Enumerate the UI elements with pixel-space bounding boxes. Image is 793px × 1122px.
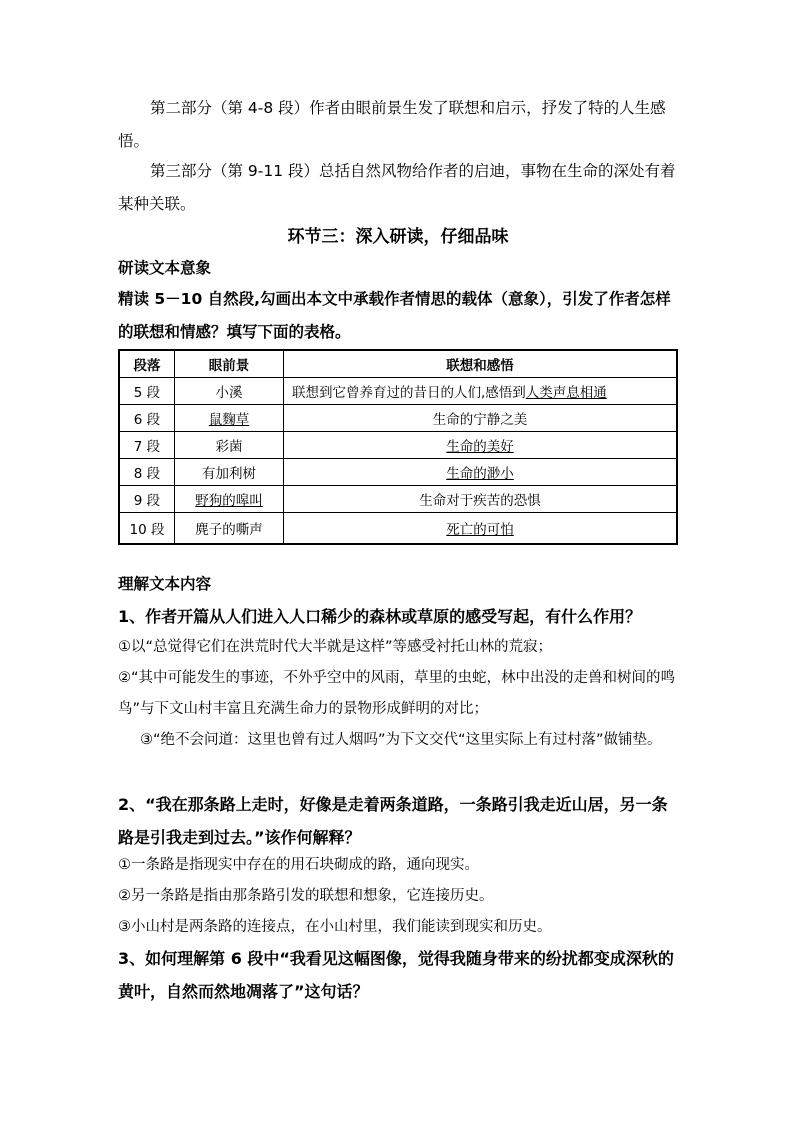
cell-paragraph: 7 段 [119,432,175,459]
cell-feeling [284,432,678,459]
cell-scene: 彩菌 [175,432,284,459]
table-row [119,378,677,405]
cell-feeling [284,513,678,545]
header-feeling: 联想和感悟 [284,350,678,378]
feeling-underlined: 人类声息相通 [525,385,607,401]
answer-1-1: ①以“总觉得它们在洪荒时代大半就是这样”等感受衬托山林的荒寂； [118,639,553,655]
cell-scene [175,405,284,432]
scene-underlined: 野狗的嗥叫 [195,493,263,509]
cell-feeling: 生命对于疾苦的恐惧 [284,486,678,513]
cell-feeling [284,459,678,486]
question-1: 1、作者开篇从人们进入人口稀少的森林或草原的感受写起，有什么作用？ [118,607,642,626]
cell-feeling [284,378,678,405]
part2-summary: 第二部分（第 4-8 段）作者由眼前景生发了联想和启示，抒发了特的人生感悟。 [118,99,666,150]
cell-paragraph: 6 段 [119,405,175,432]
table-row [119,486,677,513]
feeling-prefix: 联想到它曾养育过的昔日的人们,感悟到 [292,385,526,401]
cell-paragraph: 8 段 [119,459,175,486]
table-row [119,432,677,459]
table-instruction: 精读 5－10 自然段,勾画出本文中承载作者情思的载体（意象），引发了作者怎样的联想和情感？填写下面的表格。 [118,290,671,341]
answer-1-3: ③“绝不会问道：这里也曾有过人烟吗”为下文交代“这里实际上有过村落”做铺垫。 [140,732,662,748]
cell-scene: 有加利树 [175,459,284,486]
cell-paragraph: 5 段 [119,378,175,405]
answer-1-2: ②“其中可能发生的事迹，不外乎空中的风雨，草里的虫蛇，林中出没的走兽和树间的鸣鸟”与下文山村丰富且充满生命力的景物形成鲜明的对比； [118,670,676,717]
cell-scene: 小溪 [175,378,284,405]
table-row [119,459,677,486]
question-2: 2、“我在那条路上走时，好像是走着两条道路，一条路引我走近山居，另一条路是引我走到过去。”该作何解释？ [118,795,668,847]
table-row [119,513,677,545]
answer-2-2: ②另一条路是指由那条路引发的联想和想象，它连接历史。 [118,888,494,904]
header-paragraph: 段落 [119,350,175,378]
subheading-imagery: 研读文本意象 [118,259,212,277]
part3-summary: 第三部分（第 9-11 段）总括自然风物给作者的启迪，事物在生命的深处有着某种关联。 [118,162,676,213]
subheading-understanding: 理解文本内容 [118,575,212,593]
feeling-underlined: 生命的渺小 [446,466,514,482]
header-scene: 眼前景 [175,350,284,378]
answer-2-1: ①一条路是指现实中存在的用石块砌成的路，通向现实。 [118,857,479,873]
cell-paragraph: 9 段 [119,486,175,513]
answer-2-3: ③小山村是两条路的连接点，在小山村里，我们能读到现实和历史。 [118,919,552,935]
table-row [119,405,677,432]
cell-feeling: 生命的宁静之美 [284,405,678,432]
table-header-row [119,350,677,378]
question-3: 3、如何理解第 6 段中“我看见这幅图像，觉得我随身带来的纷扰都变成深秋的黄叶，自然而然地凋落了”这句话？ [118,949,674,1001]
scene-underlined: 鼠麴草 [208,412,250,428]
cell-paragraph: 10 段 [119,513,175,545]
feeling-underlined: 生命的美好 [446,439,514,455]
cell-scene [175,486,284,513]
feeling-underlined: 死亡的可怕 [446,522,514,538]
imagery-table [118,349,678,545]
section-title: 环节三：深入研读，仔细品味 [287,227,509,247]
cell-scene: 麂子的嘶声 [175,513,284,545]
